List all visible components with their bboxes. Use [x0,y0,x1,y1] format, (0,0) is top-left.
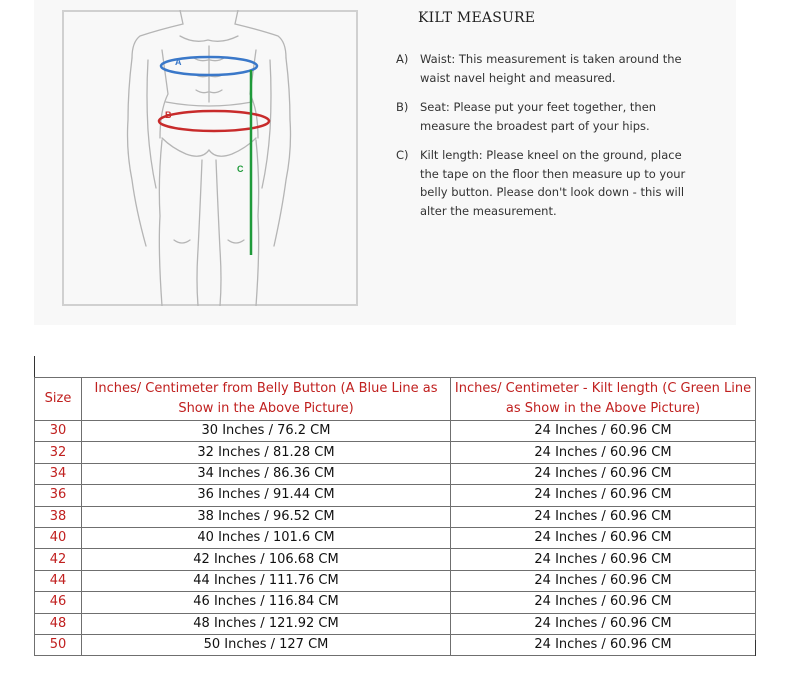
table-row [35,463,756,484]
body-outline [128,10,291,306]
waist-cell: 32 Inches / 81.28 CM [82,442,451,463]
size-cell: 40 [35,527,82,548]
page-title: KILT MEASURE [418,10,536,26]
waist-cell: 40 Inches / 101.6 CM [82,527,451,548]
size-cell: 32 [35,442,82,463]
divider-tick [34,356,35,378]
instructions-list [396,50,696,231]
table-row [35,442,756,463]
size-chart-table [34,377,756,656]
length-cell: 24 Inches / 60.96 CM [451,549,756,570]
instruction-letter: B) [396,100,409,114]
waist-cell: 48 Inches / 121.92 CM [82,613,451,634]
waist-cell: 34 Inches / 86.36 CM [82,463,451,484]
length-cell: 24 Inches / 60.96 CM [451,463,756,484]
table-row [35,634,756,655]
header-length: Inches/ Centimeter - Kilt length (C Green Line as Show in the Above Picture) [451,378,756,421]
size-cell: 30 [35,421,82,442]
length-cell: 24 Inches / 60.96 CM [451,485,756,506]
waist-cell: 50 Inches / 127 CM [82,634,451,655]
instruction-letter: A) [396,52,409,66]
label-a: A [175,57,182,67]
seat-line-b [159,111,269,131]
length-cell: 24 Inches / 60.96 CM [451,634,756,655]
length-cell: 24 Inches / 60.96 CM [451,442,756,463]
divider-tick [755,640,756,656]
instruction-text: Seat: Please put your feet together, then measure the broadest part of your hips. [420,100,657,133]
waist-cell: 42 Inches / 106.68 CM [82,549,451,570]
length-cell: 24 Inches / 60.96 CM [451,527,756,548]
instruction-a [396,50,696,87]
size-cell: 50 [35,634,82,655]
size-cell: 42 [35,549,82,570]
length-cell: 24 Inches / 60.96 CM [451,592,756,613]
waist-cell: 46 Inches / 116.84 CM [82,592,451,613]
waist-cell: 38 Inches / 96.52 CM [82,506,451,527]
table-row [35,592,756,613]
size-cell: 48 [35,613,82,634]
table-row [35,485,756,506]
size-cell: 34 [35,463,82,484]
table-header-row [35,378,756,421]
table-row [35,570,756,591]
label-b: B [165,110,172,120]
length-cell: 24 Inches / 60.96 CM [451,613,756,634]
size-cell: 38 [35,506,82,527]
waist-cell: 36 Inches / 91.44 CM [82,485,451,506]
instruction-b [396,98,696,135]
instruction-c [396,146,696,220]
table-row [35,421,756,442]
length-cell: 24 Inches / 60.96 CM [451,570,756,591]
length-cell: 24 Inches / 60.96 CM [451,421,756,442]
instruction-letter: C) [396,148,409,162]
size-cell: 44 [35,570,82,591]
instruction-text: Waist: This measurement is taken around the waist navel height and measured. [420,52,682,85]
header-waist: Inches/ Centimeter from Belly Button (A Blue Line as Show in the Above Picture) [82,378,451,421]
length-cell: 24 Inches / 60.96 CM [451,506,756,527]
size-cell: 36 [35,485,82,506]
waist-cell: 30 Inches / 76.2 CM [82,421,451,442]
table-row [35,506,756,527]
table-row [35,613,756,634]
body-measurement-figure [62,10,358,306]
instruction-text: Kilt length: Please kneel on the ground, place the tape on the floor then measure up to your belly button. Please don't look down - this will alter the measurement. [420,148,686,218]
waist-cell: 44 Inches / 111.76 CM [82,570,451,591]
table-row [35,527,756,548]
header-size: Size [35,378,82,421]
label-c: C [237,164,244,174]
size-cell: 46 [35,592,82,613]
table-row [35,549,756,570]
